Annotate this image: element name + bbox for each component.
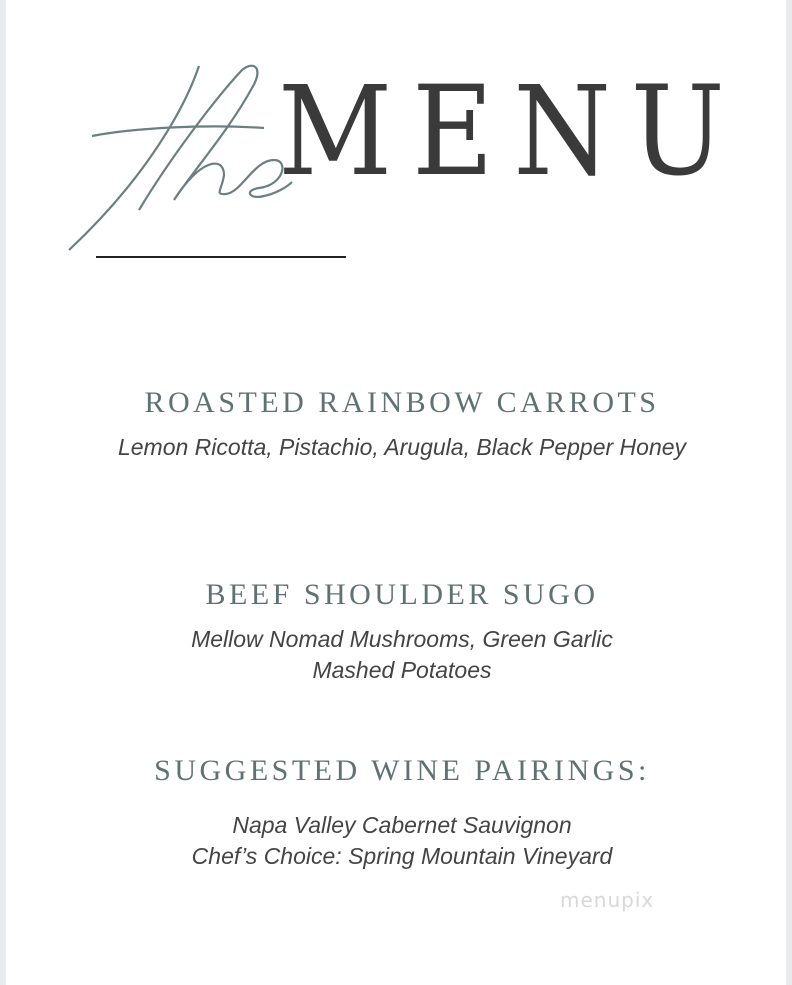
script-the-logo <box>64 60 294 255</box>
watermark: menupix <box>560 888 655 912</box>
dish-description: Mashed Potatoes <box>312 657 492 683</box>
wine-line: Chef’s Choice: Spring Mountain Vineyard <box>191 843 613 869</box>
dish-description: Lemon Ricotta, Pistachio, Arugula, Black Pepper Honey <box>117 434 687 460</box>
dish-roasted-carrots <box>6 388 792 463</box>
dish-title: BEEF SHOULDER SUGO <box>205 578 599 611</box>
title-underline <box>96 256 346 258</box>
wine-heading: SUGGESTED WINE PAIRINGS: <box>154 754 650 787</box>
wine-pairings <box>6 756 792 872</box>
wine-line: Napa Valley Cabernet Sauvignon <box>232 812 572 838</box>
dish-beef-sugo <box>6 580 792 686</box>
menu-page <box>6 0 786 985</box>
dish-description: Mellow Nomad Mushrooms, Green Garlic <box>191 626 613 652</box>
menu-title: MENU <box>278 60 745 204</box>
dish-title: ROASTED RAINBOW CARROTS <box>144 386 660 419</box>
